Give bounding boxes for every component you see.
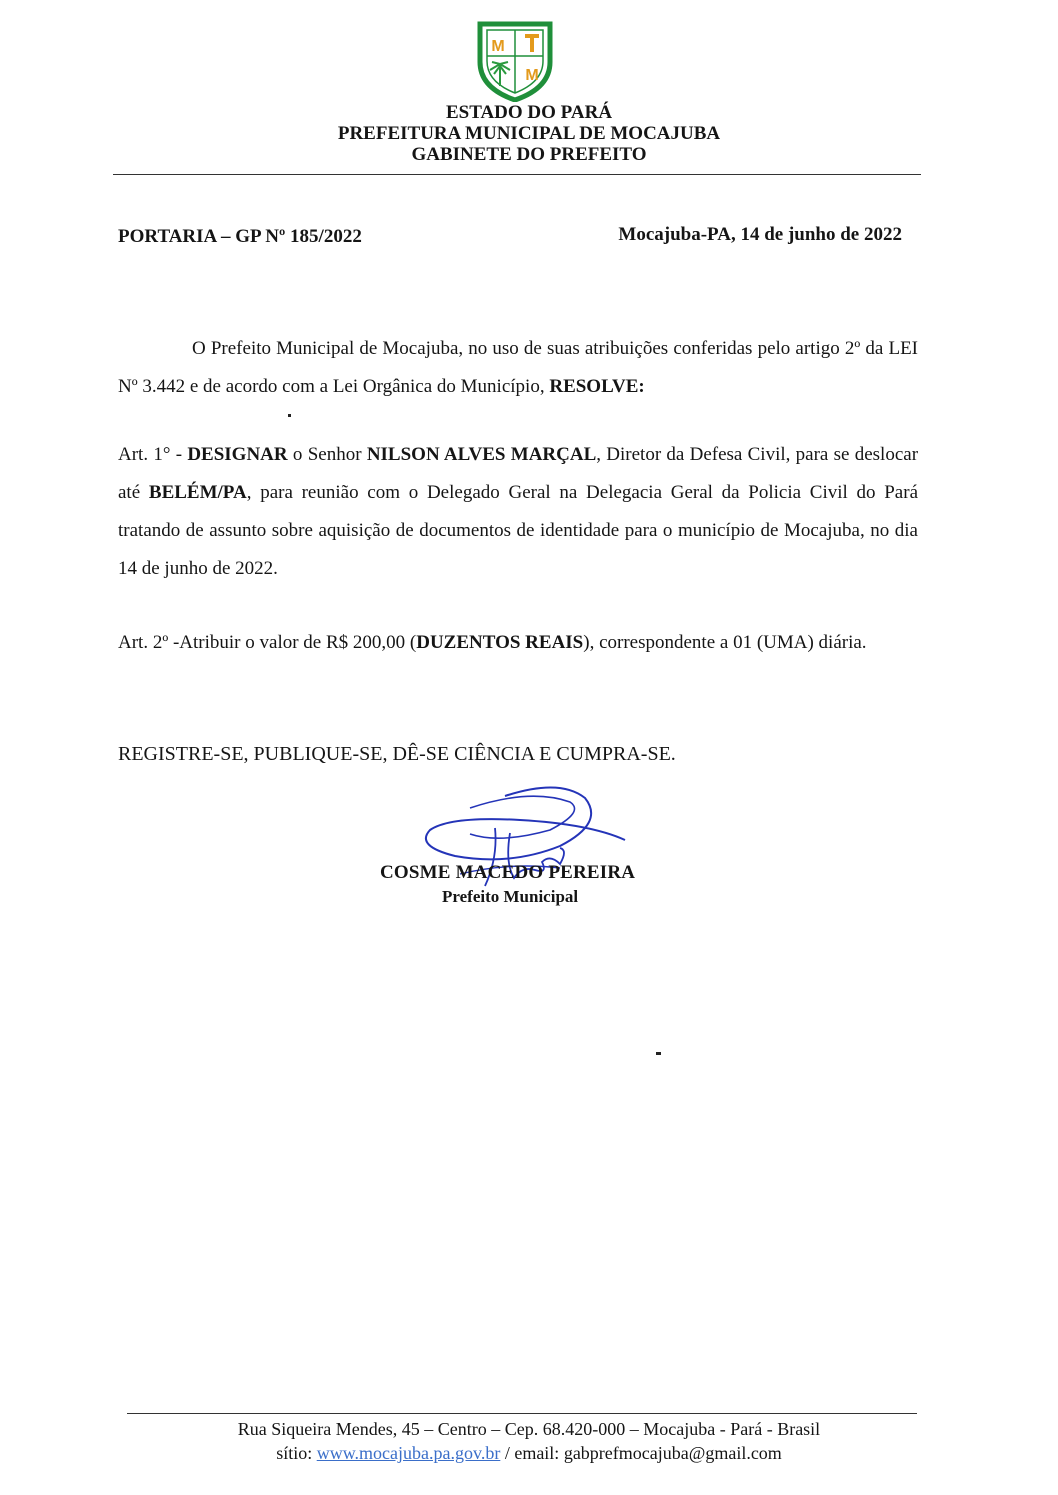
art1-prefix: Art. 1° - [118,444,183,465]
office-title: GABINETE DO PREFEITO [411,144,647,165]
intro-text: O Prefeito Municipal de Mocajuba, no uso de suas atribuições conferidas pelo artigo 2º da LEI Nº 3.442 e de acordo com a Lei Orgânica do Município, [118,338,918,397]
signer-name: COSME MACEDO PEREIRA [380,862,636,883]
portaria-number: PORTARIA – GP Nº 185/2022 [118,226,362,247]
closing-statement: REGISTRE-SE, PUBLIQUE-SE, DÊ-SE CIÊNCIA E CUMPRA-SE. [118,743,676,765]
article-2 [118,624,918,662]
crest-letter-top: M [491,38,505,55]
art1-text-c: , para reunião com o Delegado Geral na Delegacia Geral da Policia Civil do Pará tratando de assunto sobre aquisição de documentos de identidade para o município de Mocajuba, no dia 14 de junho de 2022. [118,482,919,579]
footer-divider [127,1413,917,1414]
scan-speck [656,1052,661,1055]
site-label: sítio: [276,1443,313,1463]
art2-amount-words: DUZENTOS REAIS [416,632,584,653]
letterhead [0,102,1058,165]
website-link[interactable]: www.mocajuba.pa.gov.br [316,1443,501,1463]
art2-text-b: ), correspondente a 01 (UMA) diária. [583,632,867,653]
article-1 [118,436,918,588]
header-divider [113,174,921,175]
scan-speck [288,414,291,417]
email-address: gabprefmocajuba@gmail.com [563,1443,782,1463]
signer-role: Prefeito Municipal [442,887,579,906]
resolve-keyword: RESOLVE: [549,376,645,397]
email-label: / email: [504,1443,560,1463]
crest-letter-bottom: M [525,67,539,84]
state-title: ESTADO DO PARÁ [445,102,613,123]
footer-contact [0,1441,1058,1465]
art1-person: NILSON ALVES MARÇAL [366,444,597,465]
art1-verb: DESIGNAR [187,444,288,465]
municipal-crest-icon [470,18,560,102]
municipality-title: PREFEITURA MUNICIPAL DE MOCAJUBA [337,123,721,144]
intro-paragraph [118,330,918,406]
art1-text-b: , Diretor da Defesa Civil, para se deslocar até [118,444,919,503]
art1-destination: BELÉM/PA [148,482,247,503]
place-date: Mocajuba-PA, 14 de junho de 2022 [618,224,902,245]
footer [0,1417,1058,1465]
art2-text-a: Art. 2º -Atribuir o valor de R$ 200,00 ( [118,632,417,653]
footer-address: Rua Siqueira Mendes, 45 – Centro – Cep. 68.420-000 – Mocajuba - Pará - Brasil [237,1419,821,1439]
art1-text-a: o Senhor [292,444,362,465]
